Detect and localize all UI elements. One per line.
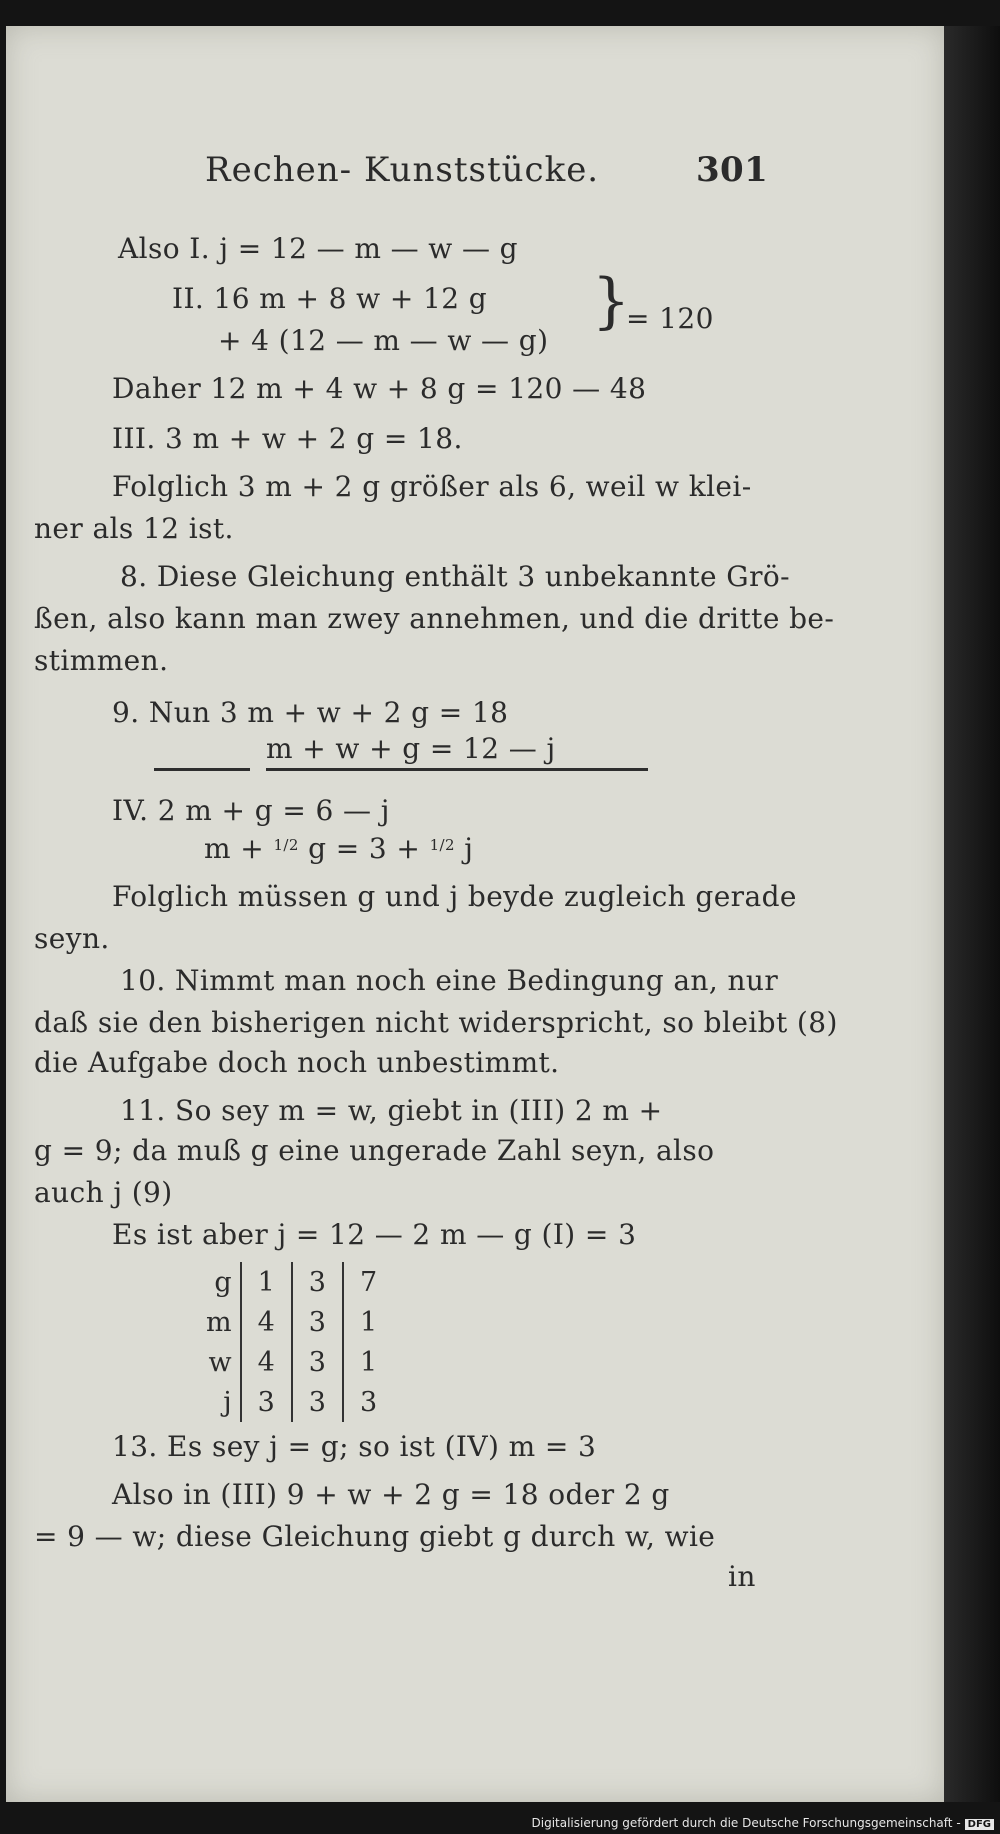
table-cell: 4 (241, 1302, 292, 1342)
table-cell: 1 (241, 1262, 292, 1302)
text-line: Folglich müssen g und j beyde zugleich gerade (112, 880, 797, 913)
row-label: m (206, 1306, 232, 1338)
text-line: 8. Diese Gleichung enthält 3 unbekannte Grö- (120, 560, 790, 593)
dfg-logo: DFG (965, 1819, 994, 1830)
table-cell: 4 (241, 1342, 292, 1382)
row-label: j (223, 1386, 232, 1418)
text-line: ßen, also kann man zwey annehmen, und die dritte be- (34, 602, 835, 635)
text-line: Es ist aber j = 12 — 2 m — g (I) = 3 (112, 1218, 637, 1251)
text-line: die Aufgabe doch noch unbestimmt. (34, 1046, 560, 1079)
table-row (190, 1262, 393, 1302)
table-cell: 3 (292, 1342, 343, 1382)
equation-line: m + w + g = 12 — j (266, 732, 556, 765)
text-line: auch j (9) (34, 1176, 173, 1209)
row-label: w (208, 1346, 232, 1378)
table-cell: 1 (343, 1342, 393, 1382)
running-head-title: Rechen- Kunststücke. (205, 150, 600, 190)
equation-line: IV. 2 m + g = 6 — j (112, 794, 390, 827)
table-cell: 3 (292, 1262, 343, 1302)
text-line: stimmen. (34, 644, 169, 677)
text-line: daß sie den bisherigen nicht widerspricht, so bleibt (8) (34, 1006, 838, 1039)
text-line: = 9 — w; diese Gleichung giebt g durch w, wie (34, 1520, 716, 1553)
table-cell: 3 (343, 1382, 393, 1422)
brace-glyph: } (592, 266, 631, 336)
page-number: 301 (696, 150, 769, 190)
underline-rule (266, 768, 648, 771)
underline-rule (154, 768, 250, 771)
equation-line: II. 16 m + 8 w + 12 g (172, 282, 488, 315)
solution-table (190, 1262, 393, 1422)
text-line: 11. So sey m = w, giebt in (III) 2 m + (120, 1094, 663, 1127)
catchword: in (728, 1560, 756, 1593)
text-line: ner als 12 ist. (34, 512, 234, 545)
text-line: Folglich 3 m + 2 g größer als 6, weil w klei- (112, 470, 752, 503)
table-row (190, 1342, 393, 1382)
text-line: Also in (III) 9 + w + 2 g = 18 oder 2 g (112, 1478, 670, 1511)
equation-line: Also I. j = 12 — m — w — g (118, 232, 518, 265)
table-cell: 7 (343, 1262, 393, 1302)
text-line: seyn. (34, 922, 110, 955)
book-spine-shadow (944, 26, 1000, 1802)
equation-line: 9. Nun 3 m + w + 2 g = 18 (112, 696, 509, 729)
equation-line: = 120 (626, 302, 714, 335)
digitization-credit: Digitalisierung gefördert durch die Deutsche Forschungsgemeinschaft - DFG (532, 1816, 995, 1830)
text-line: 10. Nimmt man noch eine Bedingung an, nur (120, 964, 779, 997)
equation-line: III. 3 m + w + 2 g = 18. (112, 422, 463, 455)
text-line: 13. Es sey j = g; so ist (IV) m = 3 (112, 1430, 597, 1463)
table-cell: 3 (292, 1382, 343, 1422)
table-cell: 1 (343, 1302, 393, 1342)
table-row (190, 1302, 393, 1342)
equation-line: m + $^{1/2}$ g = 3 + $^{1/2}$ j (204, 832, 474, 865)
table-cell: 3 (241, 1382, 292, 1422)
row-label: g (214, 1266, 232, 1298)
text-line: Daher 12 m + 4 w + 8 g = 120 — 48 (112, 372, 647, 405)
table-row (190, 1382, 393, 1422)
table-cell: 3 (292, 1302, 343, 1342)
text-line: g = 9; da muß g eine ungerade Zahl seyn, also (34, 1134, 715, 1167)
equation-line: + 4 (12 — m — w — g) (218, 324, 549, 357)
